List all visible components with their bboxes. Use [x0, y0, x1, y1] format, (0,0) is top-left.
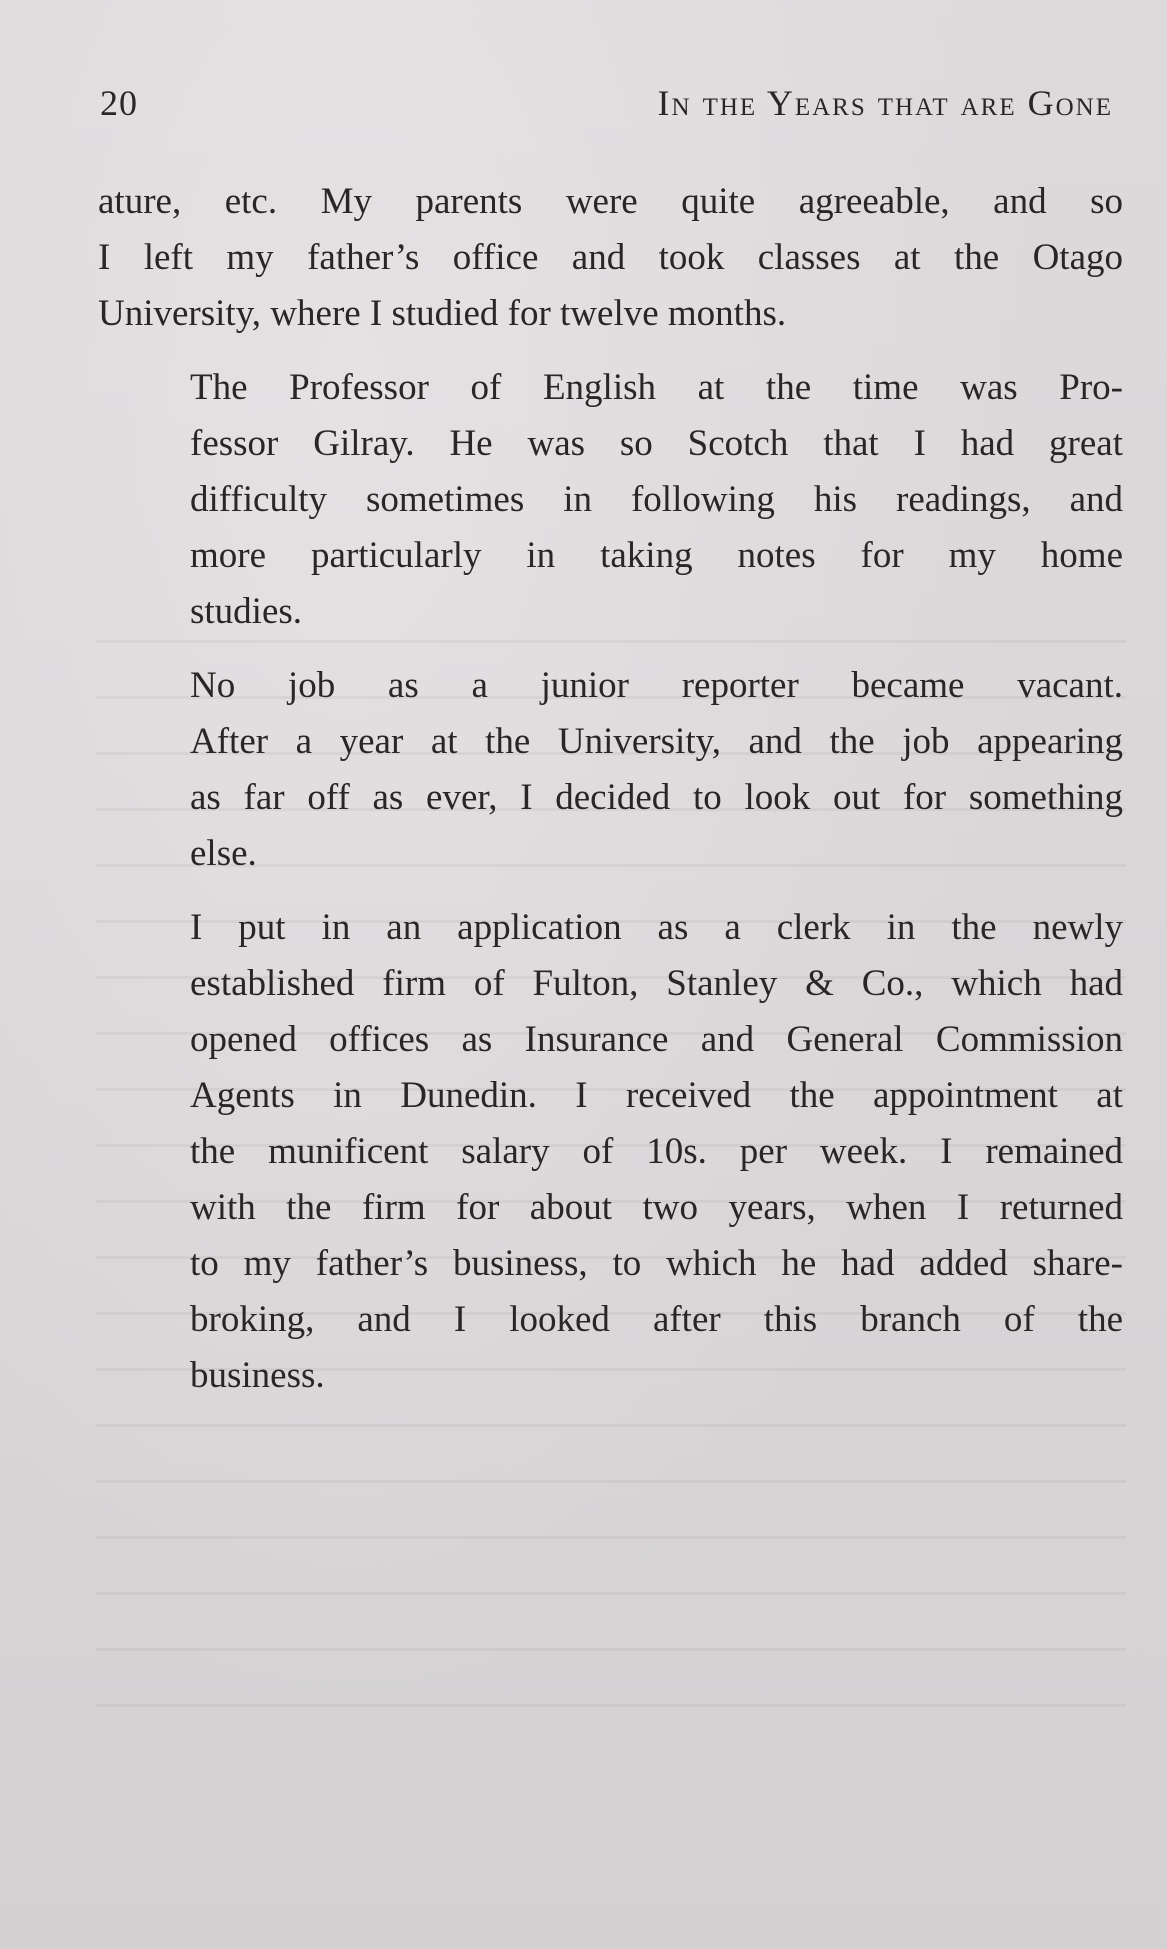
text-line: with the firm for about two years, when I returned [190, 1187, 1123, 1228]
text-line: I put in an application as a clerk in the newly [190, 907, 1123, 948]
text-line: business. [190, 1355, 325, 1396]
body-text [98, 174, 1123, 1404]
text-line: more particularly in taking notes for my home [190, 535, 1123, 576]
paragraph-4 [98, 900, 1123, 1404]
text-line: broking, and I looked after this branch of the [190, 1299, 1123, 1340]
text-line: I left my father’s office and took classes at the Otago [98, 237, 1123, 278]
page-number: 20 [100, 83, 138, 123]
text-line: else. [190, 833, 257, 874]
paragraph-3 [98, 658, 1123, 882]
text-line: to my father’s business, to which he had added share- [190, 1243, 1123, 1284]
text-line: opened offices as Insurance and General Commission [190, 1019, 1123, 1060]
text-line: studies. [190, 591, 303, 632]
text-line: fessor Gilray. He was so Scotch that I had great [190, 423, 1123, 464]
paragraph-2 [98, 360, 1123, 640]
text-line: established firm of Fulton, Stanley & Co., which had [190, 963, 1123, 1004]
text-line: the munificent salary of 10s. per week. I remained [190, 1131, 1123, 1172]
text-line: as far off as ever, I decided to look out for something [190, 777, 1123, 818]
text-line: Agents in Dunedin. I received the appointment at [190, 1075, 1123, 1116]
paragraph-1 [98, 174, 1123, 342]
text-line: ature, etc. My parents were quite agreeable, and so [98, 181, 1123, 222]
text-line: The Professor of English at the time was Pro- [190, 367, 1123, 408]
text-line: No job as a junior reporter became vacant. [190, 665, 1123, 706]
running-title: In the Years that are Gone [657, 83, 1113, 123]
running-head [100, 82, 1127, 138]
text-line: difficulty sometimes in following his readings, and [190, 479, 1123, 520]
text-line: After a year at the University, and the job appearing [190, 721, 1123, 762]
text-line: University, where I studied for twelve months. [98, 293, 787, 334]
